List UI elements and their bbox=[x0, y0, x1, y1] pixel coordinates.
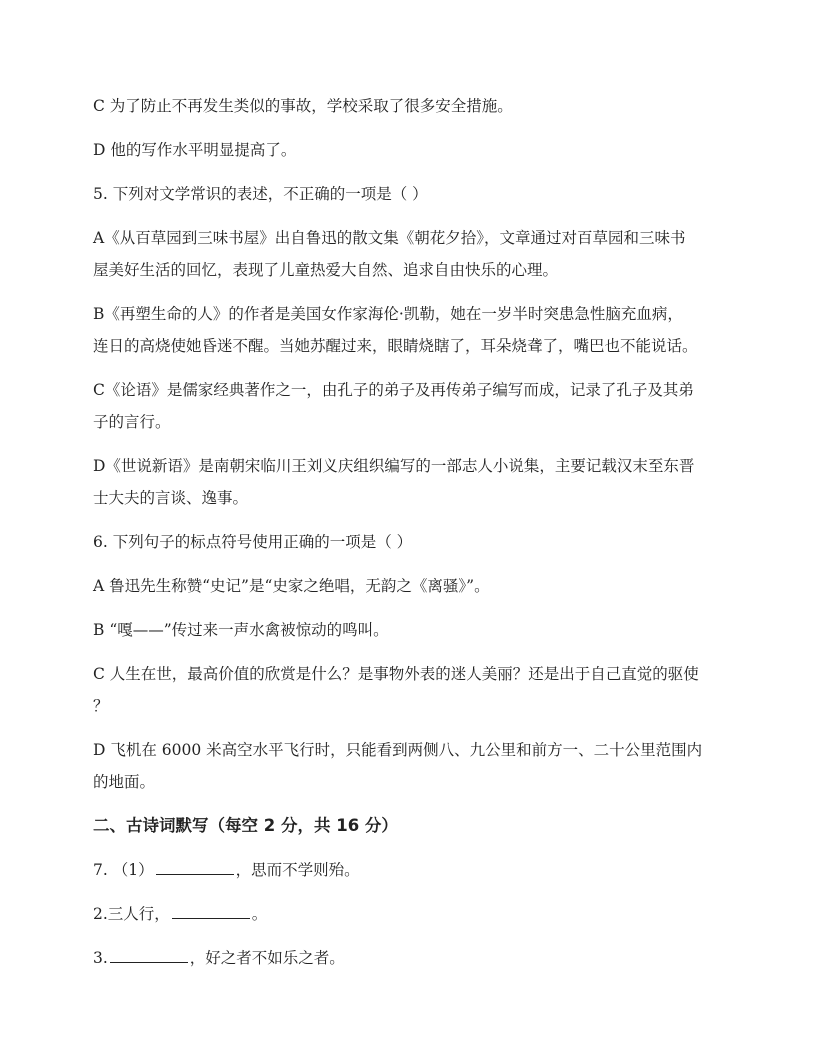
q5-option-b-line1: B《再塑生命的人》的作者是美国女作家海伦·凯勒，她在一岁半时突患急性脑充血病， bbox=[93, 305, 683, 323]
q7-blank-1 bbox=[156, 857, 234, 875]
q6-stem: 6. 下列句子的标点符号使用正确的一项是（ ） bbox=[93, 533, 413, 551]
q5-option-c-line1: C《论语》是儒家经典著作之一，由孔子的弟子及再传弟子编写而成，记录了孔子及其弟 bbox=[93, 381, 694, 399]
q7-line2-prefix: 2.三人行， bbox=[93, 905, 170, 923]
q7-blank-2 bbox=[172, 901, 250, 919]
q5-option-c-line2: 子的言行。 bbox=[93, 413, 171, 431]
q7-line2-suffix: 。 bbox=[251, 905, 268, 923]
q6-option-d-line1: D 飞机在 6000 米高空水平飞行时，只能看到两侧八、九公里和前方一、二十公里范围内 bbox=[93, 741, 703, 759]
q7-line1-suffix: ，思而不学则殆。 bbox=[235, 861, 360, 879]
q5-option-d-line2: 士大夫的言谈、逸事。 bbox=[93, 489, 249, 507]
q6-option-d-line2: 的地面。 bbox=[93, 773, 156, 791]
q7-line2 bbox=[93, 898, 723, 930]
q7-line1-prefix: 7. （1） bbox=[93, 861, 154, 879]
q5-option-a-line1: A《从百草园到三味书屋》出自鲁迅的散文集《朝花夕拾》，文章通过对百草园和三味书 bbox=[93, 229, 686, 247]
q5-option-a-line2: 屋美好生活的回忆，表现了儿童热爱大自然、追求自由快乐的心理。 bbox=[93, 261, 559, 279]
q5-option-b-line2: 连日的高烧使她昏迷不醒。当她苏醒过来，眼睛烧瞎了，耳朵烧聋了，嘴巴也不能说话。 bbox=[93, 337, 698, 355]
q6-option-b: B “嘎——”传过来一声水禽被惊动的鸣叫。 bbox=[93, 621, 389, 639]
section-heading: 二、古诗词默写（每空 2 分，共 16 分） bbox=[93, 816, 398, 835]
q4-option-c: C 为了防止不再发生类似的事故，学校采取了很多安全措施。 bbox=[93, 97, 513, 115]
q5-stem: 5. 下列对文学常识的表述，不正确的一项是（ ） bbox=[93, 185, 428, 203]
q7-line3-prefix: 3. bbox=[93, 949, 108, 967]
q7-line3 bbox=[93, 942, 723, 974]
q7-line3-suffix: ，好之者不如乐之者。 bbox=[189, 949, 345, 967]
q5-option-d-line1: D《世说新语》是南朝宋临川王刘义庆组织编写的一部志人小说集，主要记载汉末至东晋 bbox=[93, 457, 695, 475]
q6-option-c-line1: C 人生在世，最高价值的欣赏是什么？是事物外表的迷人美丽？还是出于自己直觉的驱使 bbox=[93, 665, 699, 683]
document-page bbox=[93, 90, 723, 974]
q4-option-d: D 他的写作水平明显提高了。 bbox=[93, 141, 297, 159]
q6-option-a: A 鲁迅先生称赞“史记”是“史家之绝唱，无韵之《离骚》”。 bbox=[93, 577, 490, 595]
q6-option-c-line2: ？ bbox=[93, 697, 109, 715]
q7-blank-3 bbox=[110, 945, 188, 963]
q7-line1 bbox=[93, 854, 723, 886]
